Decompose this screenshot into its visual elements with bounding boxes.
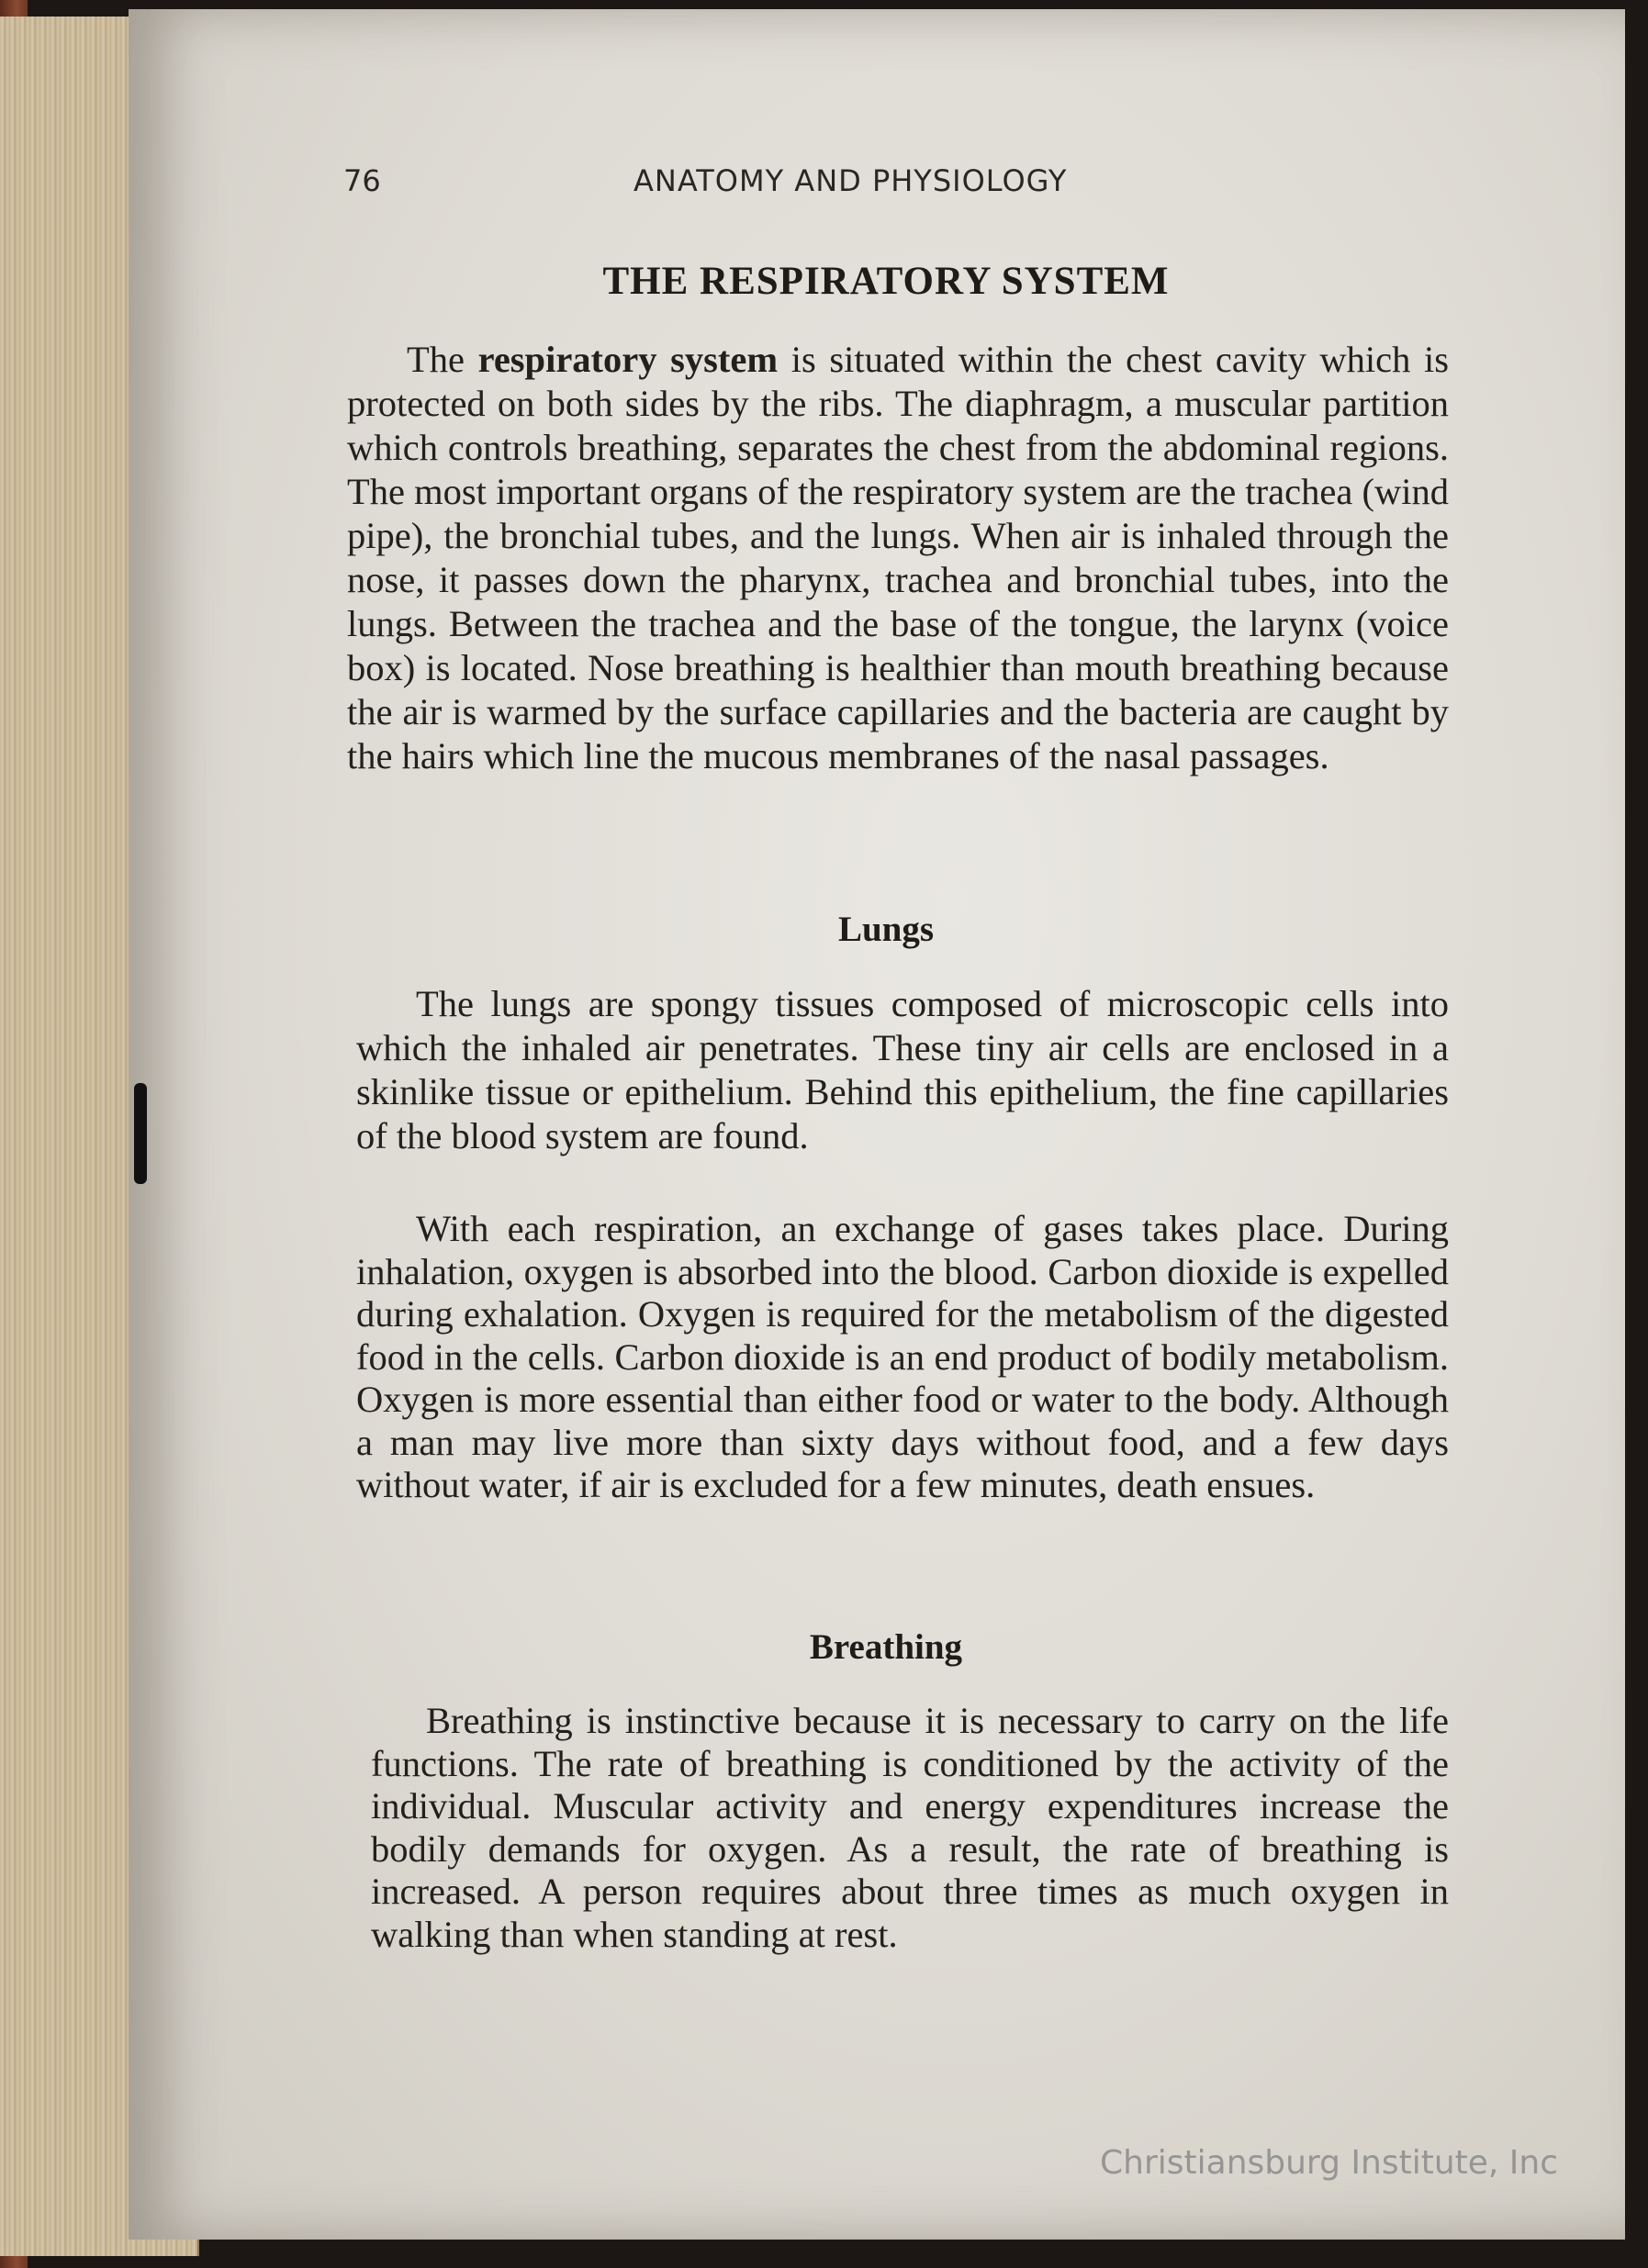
running-head: ANATOMY AND PHYSIOLOGY xyxy=(633,163,1068,198)
watermark: Christiansburg Institute, Inc xyxy=(1100,2144,1559,2182)
breathing-paragraph: Breathing is instinctive because it is necessary to carry on the life functions. The rate of breathing is conditioned by the activity of the individual. Muscular activity and energy expenditures increase the bodily demands for oxygen. As a result, the rate of breathing is increased. A person requires about three times as much oxygen in walking than when standing at rest. xyxy=(371,1700,1449,1955)
intro-paragraph xyxy=(347,338,1449,778)
page-number: 76 xyxy=(343,163,381,198)
intro-text: is situated within the chest cavity which is protected on both sides by the ribs. The diaphragm, a muscular partition which controls breathing, separates the chest from the abdominal regions. The most important organs of the respiratory system are the trachea (wind pipe), the bronchial tubes, and the lungs. When air is inhaled through the nose, it passes down the pharynx, trachea and bronchial tubes, into the lungs. Between the trachea and the base of the tongue, the larynx (voice box) is located. Nose breathing is healthier than mouth breathing because the air is warmed by the surface capillaries and the bacteria are caught by the hairs which line the mucous membranes of the nasal passages. xyxy=(347,339,1450,776)
intro-term: respiratory system xyxy=(477,339,779,380)
intro-lead: The xyxy=(407,339,478,380)
chapter-title: THE RESPIRATORY SYSTEM xyxy=(602,260,1170,303)
section-heading-breathing: Breathing xyxy=(809,1627,963,1667)
section-heading-lungs: Lungs xyxy=(837,910,935,949)
lungs-paragraph-2: With each respiration, an exchange of gases takes place. During inhalation, oxygen is absorbed into the blood. Carbon dioxide is expelled during exhalation. Oxygen is required for the metabolism of the digested food in the cells. Carbon dioxide is an end product of bodily metabolism. Oxygen is more essential than either food or water to the body. Although a man may live more than sixty days without food, and a few days without water, if air is excluded for a few minutes, death ensues. xyxy=(356,1208,1449,1505)
lungs-paragraph-1: The lungs are spongy tissues composed of microscopic cells into which the inhaled air penetrates. These tiny air cells are enclosed in a skinlike tissue or epithelium. Behind this epithelium, the fine capillaries of the blood system are found. xyxy=(356,983,1449,1156)
ink-smudge xyxy=(134,1083,147,1184)
